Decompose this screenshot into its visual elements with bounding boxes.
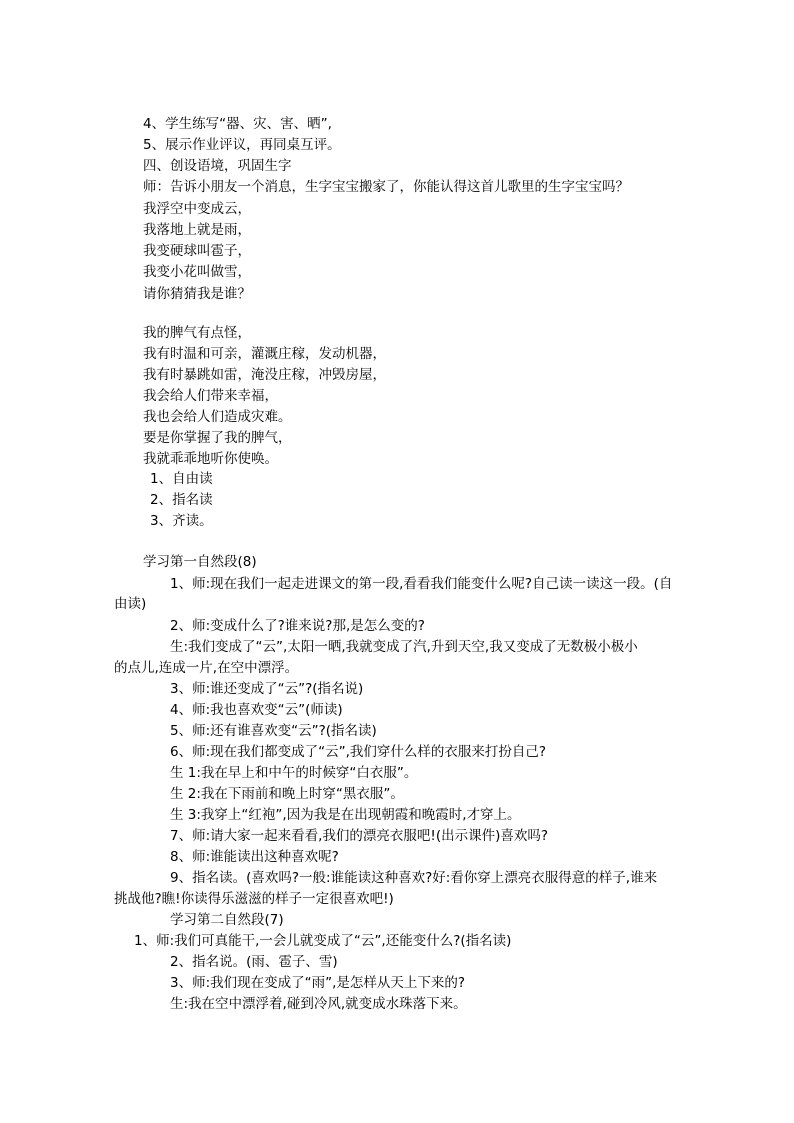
text-line: 5、师:还有谁喜欢变“云”?(指名读) [170,723,377,739]
text-line: 4、学生练写“器、灾、害、晒”, [143,116,332,132]
text-line: 7、师:请大家一起来看看,我们的漂亮衣服吧!(出示课件)喜欢吗? [170,828,549,844]
list-item: 3、齐读。 [150,513,213,529]
poem-line: 我浮空中变成云， [143,201,251,217]
text-line: 2、师:变成什么了?谁来说?那,是怎么变的? [170,618,425,634]
text-line: 3、师:谁还变成了“云”?(指名说) [170,681,364,697]
text-line: 的点儿,连成一片,在空中漂浮。 [114,660,299,676]
text-line: 师：告诉小朋友一个消息，生字宝宝搬家了，你能认得这首儿歌里的生字宝宝吗？ [143,179,629,195]
text-line: 3、师:我们现在变成了“雨”,是怎样从天上下来的? [170,975,466,991]
text-line: 9、指名读。(喜欢吗?一般:谁能读这种喜欢?好:看你穿上漂亮衣服得意的样子,谁来 [170,870,658,886]
poem-line: 我变小花叫做雪， [143,264,251,280]
poem-line: 请你猜猜我是谁？ [143,286,251,302]
text-line: 生:我在空中漂浮着,碰到冷风,就变成水珠落下来。 [170,996,467,1012]
text-line: 5、展示作业评议，再同桌互评。 [143,137,341,153]
section-heading: 学习第二自然段(7) [170,912,284,928]
text-line: 8、师:谁能读出这种喜欢呢? [170,849,339,865]
poem-line: 我的脾气有点怪， [143,325,251,341]
poem-line: 我就乖乖地听你使唤。 [143,451,278,467]
text-line: 4、师:我也喜欢变“云”(师读) [170,702,343,718]
list-item: 2、指名读 [150,492,213,508]
text-line: 1、师:我们可真能干,一会儿就变成了“云”,还能变什么?(指名读) [134,933,512,949]
section-heading: 学习第一自然段(8) [143,554,257,570]
list-item: 1、自由读 [150,471,213,487]
poem-line: 我落地上就是雨， [143,222,251,238]
poem-line: 我会给人们带来幸福， [143,388,278,404]
poem-line: 我也会给人们造成灾难。 [143,409,292,425]
text-line: 2、指名说。(雨、雹子、雪) [170,954,338,970]
poem-line: 我变硬球叫雹子， [143,243,251,259]
text-line: 生:我们变成了“云”,太阳一晒,我就变成了汽,升到天空,我又变成了无数极小极小 [170,639,638,655]
text-line: 由读) [114,596,147,612]
text-line: 生 2:我在下雨前和晚上时穿“黑衣服”。 [170,786,404,802]
poem-line: 我有时暴跳如雷，淹没庄稼，冲毁房屋， [143,367,386,383]
text-line: 挑战他?瞧!你读得乐滋滋的样子一定很喜欢吧!) [114,891,394,907]
text-line: 生 3:我穿上“红袍”,因为我是在出现朝霞和晚霞时,才穿上。 [170,807,521,823]
text-line: 生 1:我在早上和中午的时候穿“白衣服”。 [170,765,418,781]
text-line: 6、师:现在我们都变成了“云”,我们穿什么样的衣服来打扮自己? [170,744,547,760]
text-line: 1、师:现在我们一起走进课文的第一段,看看我们能变什么呢?自己读一读这一段。(自 [170,576,673,592]
poem-line: 我有时温和可亲，灌溉庄稼，发动机器， [143,346,386,362]
poem-line: 要是你掌握了我的脾气， [143,430,292,446]
section-heading: 四、创设语境，巩固生字 [143,158,292,174]
